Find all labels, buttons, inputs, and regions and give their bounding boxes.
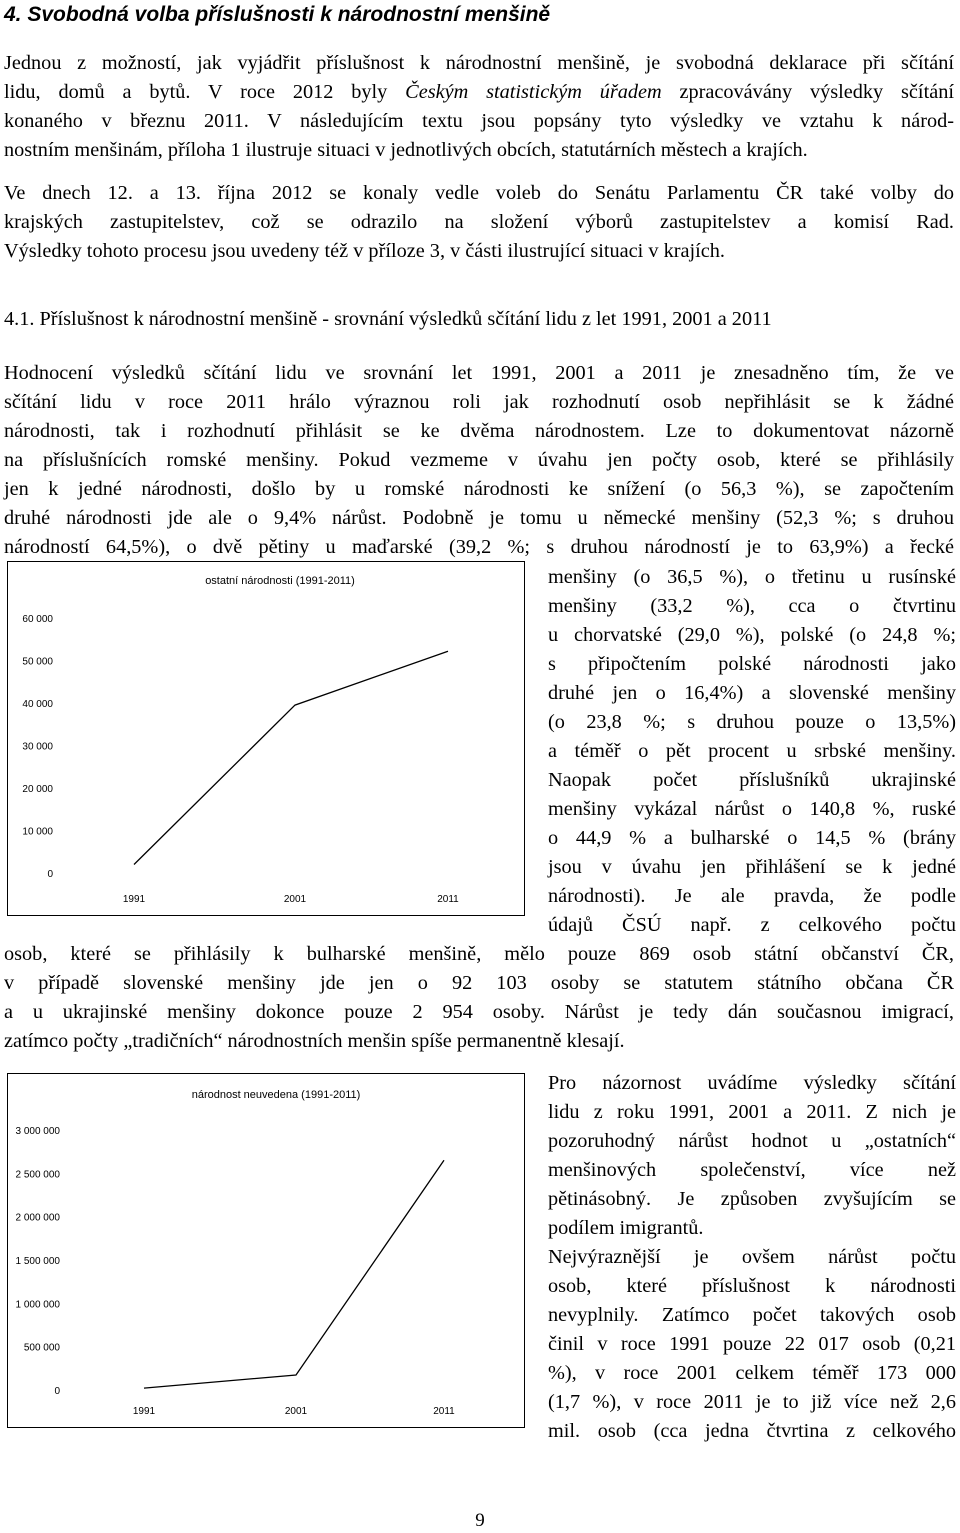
text-line: krajských zastupitelstev, což se odrazilo na složení výborů zastupitelstev a komisí Rad. [4,211,954,233]
text-line: zatímco počty „tradičních“ národnostních menšin spíše permanentně klesají. [4,1030,625,1052]
text-line: Naopak počet příslušníků ukrajinské [548,769,956,791]
y-tick-label: 30 000 [22,741,53,753]
y-tick-label: 60 000 [22,614,53,625]
text-line: jen k jedné národnosti, došlo by u romské národnosti ke snížení (o 56,3 %), se započtením [4,478,954,500]
y-tick-label: 20 000 [22,784,53,795]
text-line: u chorvatské (29,0 %), polské (o 24,8 %; [548,624,956,646]
y-tick-label: 1 500 000 [15,1256,60,1267]
chart-svg [8,562,524,915]
text-line: Nejvýraznější je ovšem nárůst počtu [548,1246,956,1268]
chart-title: národnost neuvedena (1991-2011) [191,1089,361,1101]
text-line: mil. osob (cca jedna čtvrtina z celkového [548,1420,956,1442]
evaluation-paragraph [4,359,954,562]
y-tick-label: 1 000 000 [15,1299,60,1311]
x-tick-label: 1991 [132,1406,156,1417]
y-tick-label: 50 000 [22,656,53,668]
section-heading: 4. Svobodná volba příslušnosti k národnostní menšině [4,3,551,26]
text-line: Výsledky tohoto procesu jsou uvedeny též v příloze 3, v části ilustrující situaci v krajích. [4,240,725,262]
text-line: (o 23,8 %; s druhou pouze o 13,5%) [548,711,956,733]
chart-nationality-not-stated [7,1073,525,1428]
text-line: lidu, domů a bytů. V roce 2012 byly Českým statistickým úřadem zpracovávány výsledky sčítání [4,81,954,103]
text-line: a u ukrajinské menšiny dokonce pouze 2 954 osoby. Nárůst je tedy dán současnou imigrací, [4,1001,954,1023]
chart-svg [8,1074,524,1427]
x-tick-label: 2001 [284,1406,308,1417]
y-tick-label: 2 500 000 [15,1169,60,1181]
text-line: národnosti, tak i rozhodnutí přihlásit se ke dvěma národnostem. Lze to dokumentovat názorně [4,420,954,442]
text-line: podílem imigrantů. [548,1217,704,1239]
text-line: národností 64,5%), o dvě pětiny u maďarské (39,2 %; s druhou národností je to 63,9%) a řecké [4,536,954,558]
intro-paragraph [4,49,954,165]
text-line: na příslušnících romské menšiny. Pokud vezmeme v úvahu jen počty osob, které se přihlásily [4,449,954,471]
text-line: Ve dnech 12. a 13. října 2012 se konaly vedle voleb do Senátu Parlamentu ČR také volby do [4,182,954,204]
subsection-heading: 4.1. Příslušnost k národnostní menšině - srovnání výsledků sčítání lidu z let 1991, 2001 a 2011 [4,308,772,330]
text-line: v případě slovenské menšiny jde jen o 92 103 osoby se statutem státního občana ČR [4,972,954,994]
y-tick-label: 0 [47,869,53,880]
text-line: Hodnocení výsledků sčítání lidu ve srovnání let 1991, 2001 a 2011 je znesadněno tím, že ve [4,362,954,384]
text-line: a téměř o pět procent u srbské menšiny. [548,740,956,762]
wrap-paragraph-2 [548,1069,956,1446]
text-line: pětinásobný. Je způsoben zvyšujícím se [548,1188,956,1210]
text-line: %), v roce 2001 celkem téměř 173 000 [548,1362,956,1384]
page-number: 9 [475,1510,485,1531]
text-line: národnosti). Je ale pravda, že podle [548,885,956,907]
text-line: osob, které příslušnost k národnosti [548,1275,956,1297]
elections-paragraph [4,179,954,266]
y-tick-label: 10 000 [22,826,53,838]
chart-other-nationalities [7,561,525,916]
series-line [144,1160,444,1388]
text-line: nevyplnily. Zatímco počet takových osob [548,1304,956,1326]
text-line: osob, které se přihlásily k bulharské menšině, mělo pouze 869 osob státní občanství ČR, [4,943,954,965]
x-tick-label: 1991 [122,894,146,905]
text-line: menšiny (33,2 %), cca o čtvrtinu [548,595,956,617]
text-line: Jednou z možností, jak vyjádřit příslušnost k národnostní menšině, je svobodná deklarace při sčítání [4,52,954,74]
text-line: konaného v březnu 2011. V následujícím textu jsou popsány tyto výsledky ve vztahu k národ- [4,110,954,132]
text-line: o 44,9 % a bulharské o 14,5 % (brány [548,827,956,849]
text-line: lidu z roku 1991, 2001 a 2011. Z nich je [548,1101,956,1123]
y-tick-label: 40 000 [22,699,53,710]
text-line: s připočtením polské národnosti jako [548,653,956,675]
text-line: nostním menšinám, příloha 1 ilustruje situaci v jednotlivých obcích, statutárních městech a krajích. [4,139,808,161]
text-line: menšiny vykázal nárůst o 140,8 %, ruské [548,798,956,820]
wrap-paragraph-1 [548,563,956,940]
text-line: Pro názornost uvádíme výsledky sčítání [548,1072,956,1094]
text-line: sčítání lidu v roce 2011 hrálo výraznou roli jak rozhodnutí osob nepřihlásit se k žádné [4,391,954,413]
continuation-paragraph [4,940,954,1056]
y-tick-label: 2 000 000 [15,1212,60,1224]
x-tick-label: 2011 [433,1406,455,1417]
series-line [134,651,448,864]
y-tick-label: 0 [54,1386,60,1397]
text-line: druhé národnosti jde ale o 9,4% nárůst. Podobně je tomu u německé menšiny (52,3 %; s druhou [4,507,954,529]
text-line: menšinových společenství, více než [548,1159,956,1181]
text-line: jsou v úvahu jen přihlášení se k jedné [548,856,956,878]
chart-title: ostatní národnosti (1991-2011) [205,575,355,587]
text-line: činil v roce 1991 pouze 22 017 osob (0,21 [548,1333,956,1355]
y-tick-label: 3 000 000 [15,1126,60,1137]
y-tick-label: 500 000 [23,1342,60,1354]
text-line: (1,7 %), v roce 2011 je to již více než 2,6 [548,1391,956,1413]
text-line: menšiny (o 36,5 %), o třetinu u rusínské [548,566,956,588]
x-tick-label: 2001 [283,894,307,905]
text-line: druhé jen o 16,4%) a slovenské menšiny [548,682,956,704]
text-line: údajů ČSÚ např. z celkového počtu [548,914,956,936]
x-tick-label: 2011 [437,894,459,905]
text-line: pozoruhodný nárůst hodnot u „ostatních“ [548,1130,956,1152]
